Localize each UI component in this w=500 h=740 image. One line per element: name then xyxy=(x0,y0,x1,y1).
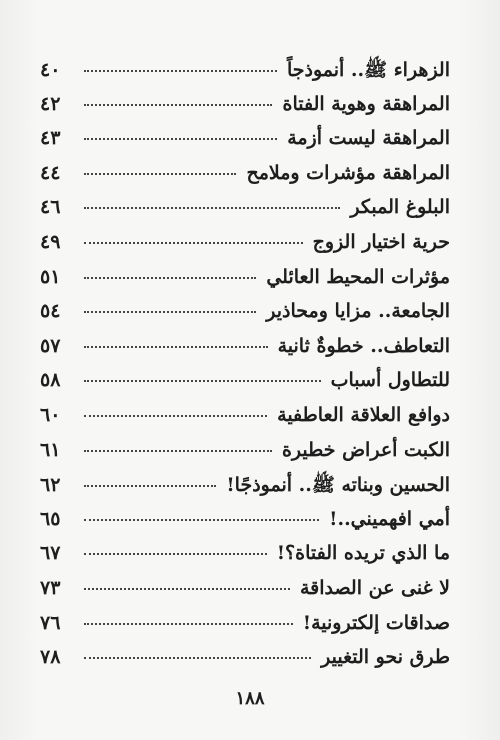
toc-leader-dots xyxy=(84,588,290,590)
toc-entry xyxy=(40,93,450,128)
toc-entry-page: ٧٦ xyxy=(40,611,61,634)
toc-entry-page: ٦٥ xyxy=(40,507,61,530)
toc-leader-dots xyxy=(84,70,277,72)
toc-entry xyxy=(40,369,450,404)
toc-entry xyxy=(40,577,450,612)
toc-entry xyxy=(40,231,450,266)
toc-entry-page: ٦٢ xyxy=(40,474,61,497)
toc-leader-dots xyxy=(84,485,216,487)
toc-leader-dots xyxy=(84,242,303,244)
toc-entry-title: المراهقة مؤشرات وملامح xyxy=(246,161,450,184)
toc-entry-title: لا غنى عن الصداقة xyxy=(299,576,450,599)
toc-entry-title: البلوغ المبكر xyxy=(350,196,450,219)
toc-entry-page: ٦٠ xyxy=(40,403,61,426)
page-number: ١٨٨ xyxy=(235,688,265,709)
toc-entry-title: الكبت أعراض خطيرة xyxy=(281,438,450,461)
toc-entry-title: أمي افهميني..! xyxy=(329,507,450,530)
toc-entry-page: ٥١ xyxy=(40,265,61,288)
toc-leader-dots xyxy=(84,207,340,209)
toc-leader-dots xyxy=(84,173,236,175)
toc-entry-title: طرق نحو التغيير xyxy=(321,646,450,669)
toc-entry xyxy=(40,266,450,301)
toc-entry-page: ٦٧ xyxy=(40,542,61,565)
toc-entry-page: ٤٩ xyxy=(40,230,61,253)
toc-entry-page: ٧٨ xyxy=(40,646,61,669)
toc-leader-dots xyxy=(84,415,267,417)
toc-leader-dots xyxy=(84,450,272,452)
toc-entry-title: ما الذي تريده الفتاة؟! xyxy=(276,542,450,565)
toc-entry xyxy=(40,162,450,197)
toc-leader-dots xyxy=(84,657,311,659)
toc-entry-title: المراهقة وهوية الفتاة xyxy=(282,92,450,115)
toc-entry-page: ٥٤ xyxy=(40,300,61,323)
toc-entry-title: الجامعة.. مزايا ومحاذير xyxy=(266,300,450,323)
toc-entry-page: ٤٢ xyxy=(40,92,61,115)
toc-entry xyxy=(40,127,450,162)
toc-entry-title: دوافع العلاقة العاطفية xyxy=(277,403,450,426)
toc-entry xyxy=(40,508,450,543)
toc-entry-page: ٧٣ xyxy=(40,576,61,599)
toc-leader-dots xyxy=(84,346,268,348)
toc-entry-title: التعاطف.. خطوةٌ ثانية xyxy=(277,334,450,357)
toc-leader-dots xyxy=(84,623,293,625)
toc-leader-dots xyxy=(84,277,256,279)
toc-entry xyxy=(40,300,450,335)
toc-leader-dots xyxy=(84,519,319,521)
toc-entry-title: للتطاول أسباب xyxy=(330,369,450,392)
toc-entry-page: ٤٤ xyxy=(40,161,61,184)
toc-entry xyxy=(40,542,450,577)
toc-entry xyxy=(40,646,450,681)
toc-entry-page: ٤٠ xyxy=(40,59,61,81)
toc-entry xyxy=(40,612,450,647)
toc-entry-title: الحسين وبناته ﷺ.. أنموذجًا! xyxy=(226,474,450,497)
table-of-contents xyxy=(40,58,450,681)
toc-entry xyxy=(40,439,450,474)
toc-leader-dots xyxy=(84,138,277,140)
toc-entry-title: حرية اختيار الزوج xyxy=(312,230,450,253)
toc-entry xyxy=(40,58,450,93)
toc-entry-page: ٥٧ xyxy=(40,334,61,357)
toc-entry-page: ٦١ xyxy=(40,438,61,461)
toc-entry-page: ٥٨ xyxy=(40,369,61,392)
toc-leader-dots xyxy=(84,380,321,382)
toc-leader-dots xyxy=(84,311,256,313)
toc-entry xyxy=(40,404,450,439)
toc-entry-page: ٤٦ xyxy=(40,196,61,219)
toc-entry-title: المراهقة ليست أزمة xyxy=(287,127,450,150)
toc-entry-title: مؤثرات المحيط العائلي xyxy=(266,265,450,288)
toc-leader-dots xyxy=(84,553,267,555)
toc-entry-page: ٤٣ xyxy=(40,127,61,150)
toc-entry-title: صداقات إلكترونية! xyxy=(302,611,450,634)
toc-entry xyxy=(40,473,450,508)
toc-leader-dots xyxy=(84,104,272,106)
toc-entry xyxy=(40,196,450,231)
toc-entry-title: الزهراء ﷺ.. أنموذجاً xyxy=(286,59,450,81)
toc-entry xyxy=(40,335,450,370)
